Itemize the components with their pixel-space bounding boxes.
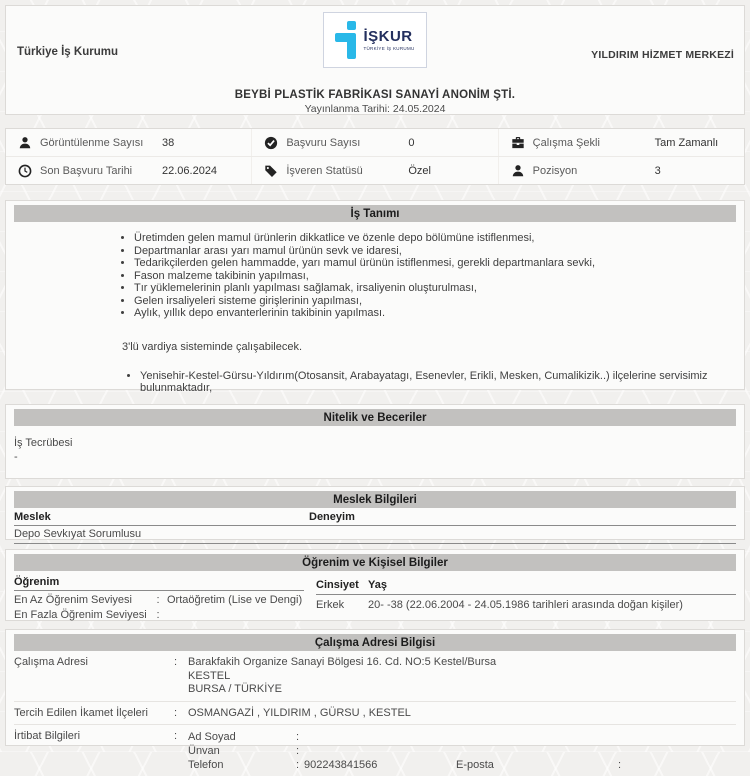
stat-value: 22.06.2024 — [162, 164, 218, 177]
profession-header-row — [14, 511, 736, 526]
education-header: Öğrenim — [14, 576, 304, 591]
experience-value: - — [14, 451, 18, 463]
section-title-education: Öğrenim ve Kişisel Bilgiler — [14, 554, 736, 571]
max-education-row: En Fazla Öğrenim Seviyesi : — [14, 609, 160, 621]
stat-applications — [251, 129, 497, 156]
organization-name: Türkiye İş Kurumu — [17, 46, 118, 58]
stat-value: Özel — [408, 164, 431, 177]
contact-title-line: Ünvan : — [188, 745, 300, 757]
tag-icon — [264, 163, 279, 178]
published-date: Yayınlanma Tarihi: 24.05.2024 — [304, 103, 446, 115]
age-value: 20- -38 (22.06.2004 - 24.05.1986 tarihleri arasında doğan kişiler) — [368, 599, 683, 611]
phone-value: 902243841566 — [304, 759, 378, 771]
company-title: BEYBİ PLASTİK FABRİKASI SANAYİ ANONİM ŞTİ. — [234, 89, 516, 101]
stat-views — [6, 129, 251, 156]
work-address-row: Çalışma Adresi : Barakfakih Organize Sanayi Bölgesi 16. Cd. NO:5 Kestel/Bursa KESTEL BURSA / TÜRKİYE — [14, 651, 736, 701]
stat-value: 0 — [408, 136, 415, 149]
job-description-list — [122, 232, 744, 320]
stat-value: 38 — [162, 136, 175, 149]
section-title-qualifications: Nitelik ve Beceriler — [14, 409, 736, 426]
stat-deadline — [6, 157, 251, 184]
service-note-list — [128, 370, 744, 395]
min-education-label: En Az Öğrenim Seviyesi — [14, 594, 132, 606]
address-panel — [5, 629, 745, 771]
age-col-header: Yaş — [368, 579, 387, 591]
stat-label: Son Başvuru Tarihi — [40, 164, 133, 177]
personal-value-row — [316, 599, 736, 611]
work-address-label: Çalışma Adresi — [14, 656, 88, 668]
stats-row — [6, 156, 744, 184]
job-bullet: • Fason malzeme takibinin yapılması, — [134, 270, 744, 283]
max-education-label: En Fazla Öğrenim Seviyesi — [14, 609, 147, 621]
title-label: Ünvan — [188, 745, 220, 757]
qualifications-panel — [5, 404, 745, 479]
service-note-bullet: • Yenisehir-Kestel-Gürsu-Yıldırım(Otosansit, Arabayatagı, Esenevler, Erikli, Mesken, Cumalikizik..) ilçelerine servisimiz bulunmaktadır, — [140, 370, 744, 395]
education-block — [14, 576, 304, 621]
shift-note: 3'lü vardiya sisteminde çalışabilecek. — [122, 340, 303, 353]
logo-sub-text: TÜRKİYE İŞ KURUMU — [363, 45, 415, 51]
job-bullet: • Gelen irsaliyeleri sisteme girişlerinin yapılması, — [134, 295, 744, 308]
personal-header-row — [316, 579, 736, 595]
gender-col-header: Cinsiyet — [316, 579, 359, 591]
experience-col-header: Deneyim — [309, 511, 355, 523]
job-description-panel — [5, 200, 745, 394]
stat-label: Görüntülenme Sayısı — [40, 136, 144, 149]
job-bullet: • Tedarikçilerden gelen hammadde, yarı mamul ürünün istiflenmesi, gerekli departmanlara sevki, — [134, 257, 744, 270]
clock-icon — [18, 163, 33, 178]
stat-work-type — [498, 129, 744, 156]
iskur-logo — [323, 12, 427, 68]
personal-block — [316, 576, 736, 621]
email-label: E-posta — [456, 759, 494, 771]
job-bullet: • Üretimden gelen mamul ürünlerin dikkatlice ve özenle depo bölümüne istiflenmesi, — [134, 232, 744, 245]
stat-value: 3 — [654, 164, 661, 177]
phone-label: Telefon — [188, 759, 224, 771]
iskur-logo-icon — [335, 21, 357, 59]
stat-label: Pozisyon — [532, 164, 578, 177]
header-panel — [5, 5, 745, 115]
section-title-address: Çalışma Adresi Bilgisi — [14, 634, 736, 651]
job-posting-page — [0, 5, 750, 771]
contact-details — [188, 730, 736, 772]
contact-name-line: Ad Soyad : — [188, 731, 300, 743]
stat-label: İşveren Statüsü — [286, 164, 363, 177]
stat-label: Çalışma Şekli — [532, 136, 600, 149]
residence-value: OSMANGAZİ , YILDIRIM , GÜRSU , KESTEL — [188, 706, 411, 719]
experience-label: İş Tecrübesi — [14, 437, 73, 449]
min-education-row: En Az Öğrenim Seviyesi : Ortaöğretim (Lise ve Dengi) — [14, 594, 303, 606]
min-education-value: Ortaöğretim (Lise ve Dengi) — [167, 594, 303, 606]
stat-employer-status — [251, 157, 497, 184]
profession-row — [14, 526, 736, 544]
profession-value: Depo Sevkıyat Sorumlusu — [14, 528, 142, 540]
residence-label: Tercih Edilen İkamet İlçeleri — [14, 706, 148, 719]
contact-label: İrtibat Bilgileri — [14, 730, 81, 742]
profession-col-header: Meslek — [14, 511, 51, 523]
section-title-profession: Meslek Bilgileri — [14, 491, 736, 508]
stats-row — [6, 129, 744, 156]
user-icon — [18, 135, 33, 150]
job-bullet: • Aylık, yıllık depo envanterlerinin takibinin yapılması. — [134, 307, 744, 320]
name-label: Ad Soyad — [188, 731, 236, 743]
job-bullet: • Tır yüklemelerinin planlı yapılması sağlamak, irsaliyenin oluşturulması, — [134, 282, 744, 295]
logo-brand-text: İŞKUR — [363, 27, 413, 45]
stat-label: Başvuru Sayısı — [286, 136, 361, 149]
stat-value: Tam Zamanlı — [654, 136, 719, 149]
contact-row: İrtibat Bilgileri : Ad Soyad : Ünvan : Telefon : 902243841566 E-posta : — [14, 724, 736, 776]
job-bullet: • Departmanlar arası yarı mamul ürünün sevk ve idaresi, — [134, 245, 744, 258]
section-title-job-description: İş Tanımı — [14, 205, 736, 222]
residence-row: Tercih Edilen İkamet İlçeleri : OSMANGAZİ , YILDIRIM , GÜRSU , KESTEL — [14, 701, 736, 725]
gender-value: Erkek — [316, 599, 345, 611]
stats-panel — [5, 128, 745, 185]
profession-panel — [5, 486, 745, 540]
education-panel — [5, 549, 745, 621]
stat-positions — [498, 157, 744, 184]
user-icon — [511, 163, 526, 178]
briefcase-icon — [511, 135, 526, 150]
service-center-name: YILDIRIM HİZMET MERKEZİ — [591, 49, 734, 61]
work-address-value: Barakfakih Organize Sanayi Bölgesi 16. Cd. NO:5 Kestel/Bursa KESTEL BURSA / TÜRKİYE — [188, 656, 497, 695]
contact-phone-line: Telefon : 902243841566 E-posta : — [188, 759, 622, 771]
check-circle-icon — [264, 135, 279, 150]
